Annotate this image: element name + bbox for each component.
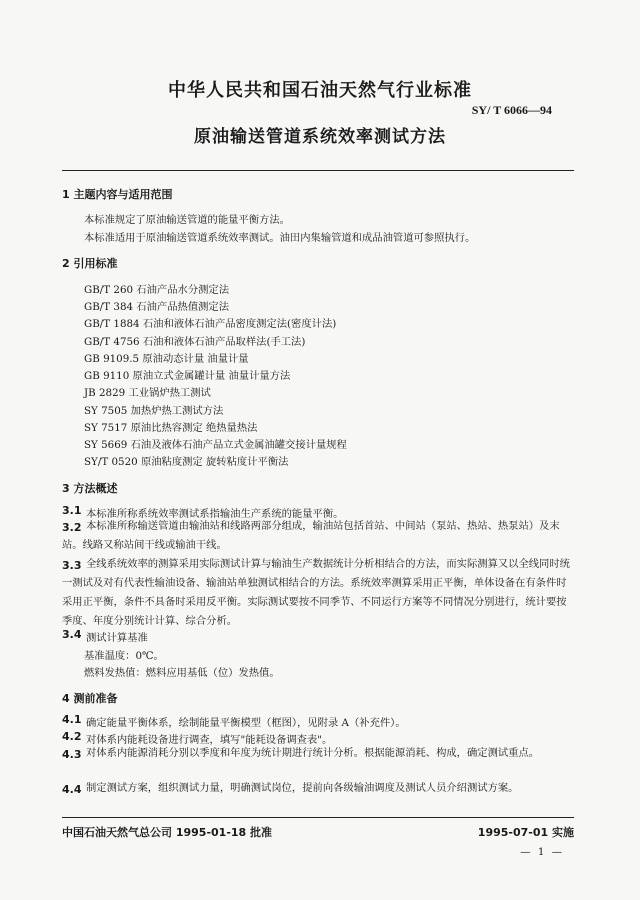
approval-line: 中国石油天然气总公司 1995-01-18 批准 xyxy=(62,826,273,839)
reference-item: GB/T 4756 石油和液体石油产品取样法(手工法) xyxy=(84,336,306,348)
clause-3-3-text: 全线系统效率的测算采用实际测试计算与输油生产数据统计分析相结合的方法，而实际测算又以全线同时统一测试及对有代表性输油设备、输油站单独测试相结合的方法。系统效率测算采用正平衡，单体设备在有条件时采用正平衡，条件不具备时采用反平衡。实际测试要按不同季节、不同运行方案等不同情况分别进行，统计要按季度、年度分别统计计算、综合分析。 xyxy=(62,558,570,627)
standard-code: SY/ T 6066—94 xyxy=(471,103,552,117)
clause-number: 3.1 xyxy=(62,504,82,517)
clause-3-4-baseline-temp: 基准温度：0℃。 xyxy=(84,650,164,662)
clause-3-2-text: 本标准所称输送管道由输油站和线路两部分组成，输油站包括首站、中间站（泵站、热站、热泵站）及末站。线路又称站间干线或输油干线。 xyxy=(62,520,560,551)
reference-item: GB 9110 原油立式金属罐计量 油量计量方法 xyxy=(84,370,291,382)
implementation-date: 1995-07-01 实施 xyxy=(477,826,574,839)
clause-number: 3.4 xyxy=(62,628,82,641)
clause-4-2-text: 对体系内能耗设备进行调查，填写"能耗设备调查表"。 xyxy=(86,734,333,746)
reference-item: JB 2829 工业锅炉热工测试 xyxy=(84,387,211,399)
reference-item: SY 7517 原油比热容测定 绝热量热法 xyxy=(84,422,258,434)
section-3-heading: 3 方法概述 xyxy=(62,482,118,495)
clause-3-4-text: 测试计算基准 xyxy=(86,632,148,644)
clause-4-3-text: 对体系内能源消耗分别以季度和年度为统计期进行统计分析。根据能源消耗、构成，确定测试重点。 xyxy=(86,747,540,759)
clause-4-1-text: 确定能量平衡体系，绘制能量平衡模型（框图），见附录 A（补充件）。 xyxy=(86,717,406,729)
footer-rule xyxy=(62,817,574,818)
reference-item: SY 7505 加热炉热工测试方法 xyxy=(84,405,224,417)
reference-item: GB 9109.5 原油动态计量 油量计量 xyxy=(84,353,249,365)
reference-item: GB/T 1884 石油和液体石油产品密度测定法(密度计法) xyxy=(84,318,337,330)
section-2-heading: 2 引用标准 xyxy=(62,257,118,270)
clause-number: 3.3 xyxy=(62,559,82,572)
page-number: — 1 — xyxy=(520,846,564,858)
clause-number: 4.2 xyxy=(62,730,82,743)
clause-3-4-fuel-heat: 燃料发热值：燃料应用基低（位）发热值。 xyxy=(84,667,280,679)
header-rule xyxy=(62,170,574,171)
clause-3-1-text: 本标准所称系统效率测试系指输油生产系统的能量平衡。 xyxy=(86,508,344,520)
reference-item: SY/T 0520 原油粘度测定 旋转粘度计平衡法 xyxy=(84,456,289,468)
reference-item: GB/T 384 石油产品热值测定法 xyxy=(84,301,230,313)
clause-number: 4.4 xyxy=(62,783,82,796)
organization-title: 中华人民共和国石油天然气行业标准 xyxy=(168,80,472,101)
section-4-heading: 4 测前准备 xyxy=(62,692,118,705)
clause-number: 4.1 xyxy=(62,713,82,726)
section-1-para-1: 本标准规定了原油输送管道的能量平衡方法。 xyxy=(84,214,290,226)
clause-number: 4.3 xyxy=(62,748,82,761)
clause-4-4-text: 制定测试方案，组织测试力量，明确测试岗位，提前向各级输油调度及测试人员介绍测试方案。 xyxy=(86,782,519,794)
reference-item: GB/T 260 石油产品水分测定法 xyxy=(84,284,230,296)
section-1-heading: 1 主题内容与适用范围 xyxy=(62,188,173,201)
document-title: 原油输送管道系统效率测试方法 xyxy=(194,127,446,147)
reference-item: SY 5669 石油及液体石油产品立式金属油罐交接计量规程 xyxy=(84,439,347,451)
section-1-para-2: 本标准适用于原油输送管道系统效率测试。油田内集输管道和成品油管道可参照执行。 xyxy=(84,232,476,244)
clause-number: 3.2 xyxy=(62,521,82,534)
